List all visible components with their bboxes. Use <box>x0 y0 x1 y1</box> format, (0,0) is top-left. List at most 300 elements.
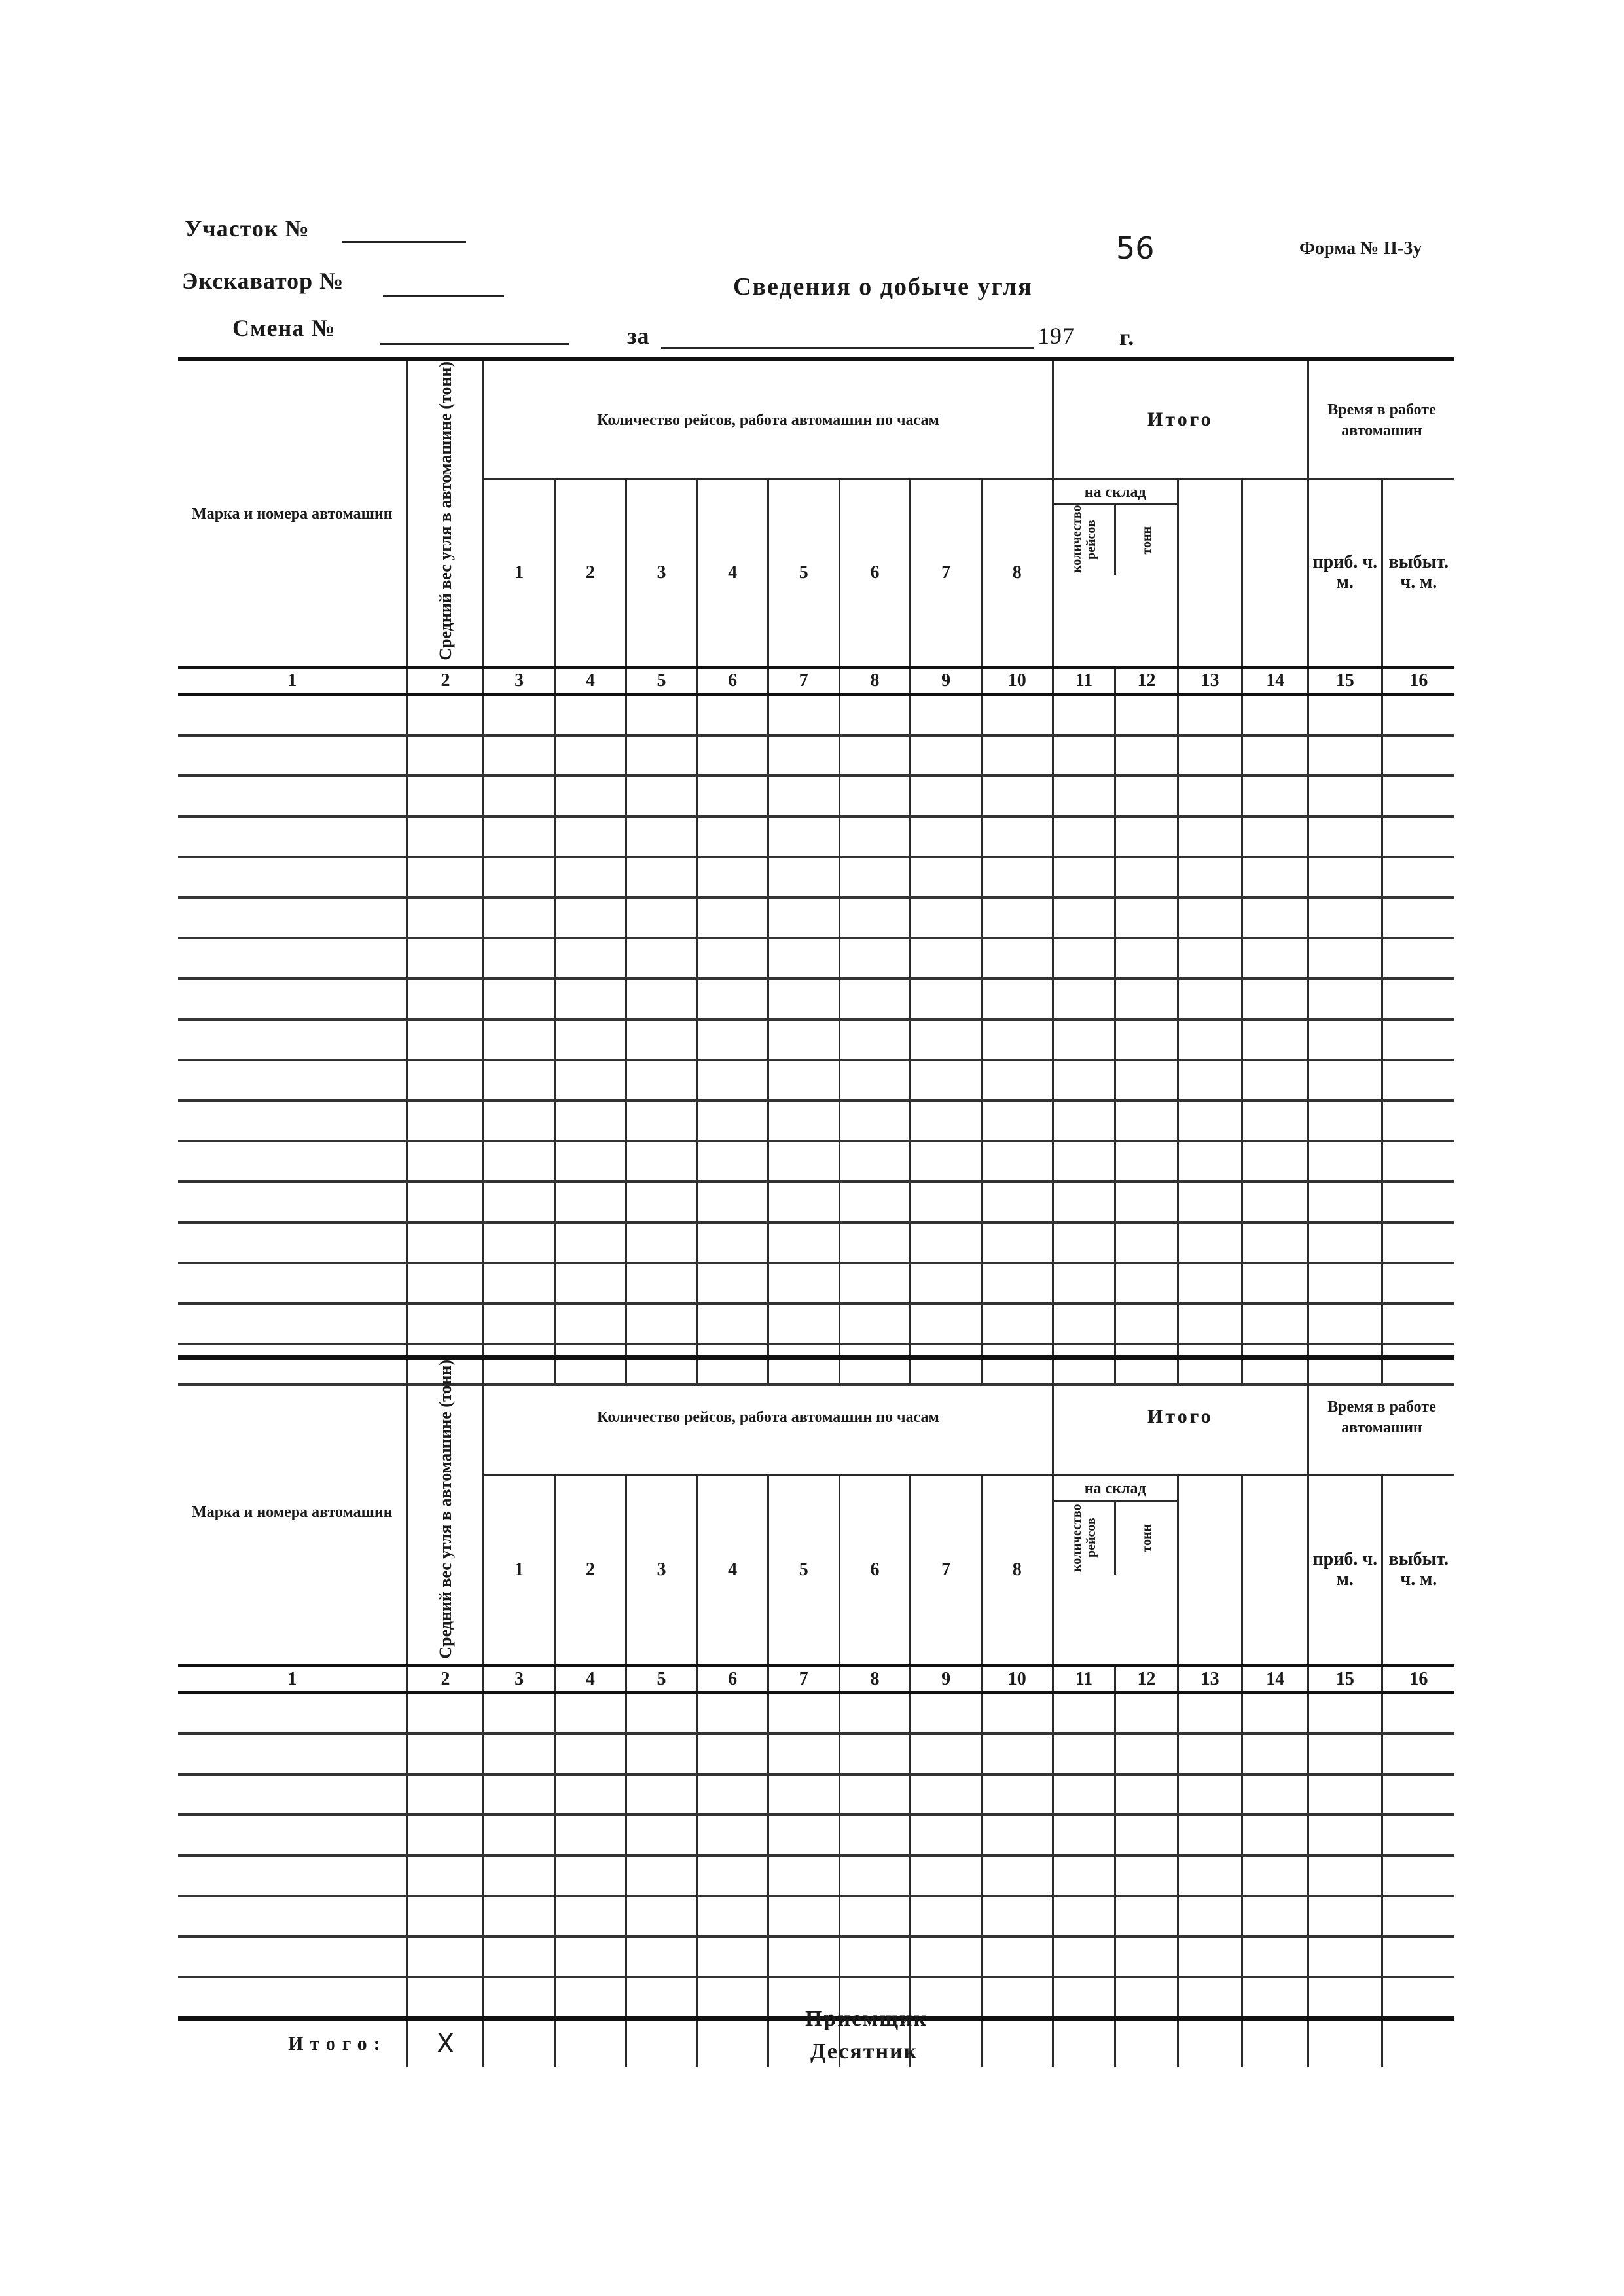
table-cell[interactable] <box>697 694 768 735</box>
table-cell[interactable] <box>1382 1101 1454 1141</box>
table-cell[interactable] <box>1242 1734 1308 1774</box>
table-cell[interactable] <box>1308 1774 1382 1815</box>
table-cell[interactable] <box>1178 1182 1242 1222</box>
table-cell[interactable] <box>1382 979 1454 1019</box>
table-cell[interactable] <box>407 1182 484 1222</box>
table-cell[interactable] <box>1382 1263 1454 1303</box>
table-cell[interactable] <box>1053 1263 1115 1303</box>
table-cell[interactable] <box>1242 816 1308 857</box>
shift-field[interactable] <box>380 343 569 345</box>
table-cell[interactable] <box>178 1855 407 1896</box>
table-cell[interactable] <box>178 1182 407 1222</box>
table-cell[interactable] <box>1178 979 1242 1019</box>
table-cell[interactable] <box>1308 1182 1382 1222</box>
table-cell[interactable] <box>1242 1855 1308 1896</box>
table-cell[interactable] <box>178 1692 407 1734</box>
table-cell[interactable] <box>1053 816 1115 857</box>
table-cell[interactable] <box>407 1815 484 1855</box>
table-cell[interactable] <box>484 857 555 898</box>
table-cell[interactable] <box>626 1101 697 1141</box>
table-cell[interactable] <box>1115 1182 1178 1222</box>
table-cell[interactable] <box>178 857 407 898</box>
table-cell[interactable] <box>555 979 626 1019</box>
table-cell[interactable] <box>555 1141 626 1182</box>
table-cell[interactable] <box>1178 1141 1242 1182</box>
table-cell[interactable] <box>407 1692 484 1734</box>
table-cell[interactable] <box>911 857 982 898</box>
table-cell[interactable] <box>555 857 626 898</box>
table-cell[interactable] <box>1382 898 1454 938</box>
table-cell[interactable] <box>1242 735 1308 776</box>
table-cell[interactable] <box>768 1896 839 1937</box>
table-cell[interactable] <box>626 816 697 857</box>
table-cell[interactable] <box>697 1977 768 2019</box>
table-cell[interactable] <box>911 735 982 776</box>
table-cell[interactable] <box>178 1937 407 1977</box>
table-cell[interactable] <box>768 979 839 1019</box>
table-cell[interactable] <box>1382 1222 1454 1263</box>
table-cell[interactable] <box>697 1815 768 1855</box>
table-cell[interactable] <box>1115 1734 1178 1774</box>
table-cell[interactable] <box>768 898 839 938</box>
table-cell[interactable] <box>407 1222 484 1263</box>
table-cell[interactable] <box>626 1019 697 1060</box>
table-cell[interactable] <box>555 816 626 857</box>
table-cell[interactable] <box>697 1101 768 1141</box>
table-cell[interactable] <box>697 1896 768 1937</box>
table-cell[interactable] <box>626 857 697 898</box>
table-cell[interactable] <box>1308 1141 1382 1182</box>
table-cell[interactable] <box>697 1692 768 1734</box>
table-cell[interactable] <box>839 857 911 898</box>
table-cell[interactable] <box>1115 1060 1178 1101</box>
table-cell[interactable] <box>484 1182 555 1222</box>
table-cell[interactable] <box>1242 938 1308 979</box>
table-cell[interactable] <box>768 694 839 735</box>
table-cell[interactable] <box>768 1222 839 1263</box>
table-cell[interactable] <box>1115 1263 1178 1303</box>
table-cell[interactable] <box>484 898 555 938</box>
table-cell[interactable] <box>1053 1855 1115 1896</box>
table-cell[interactable] <box>178 1977 407 2019</box>
table-cell[interactable] <box>1308 1692 1382 1734</box>
table-cell[interactable] <box>1115 979 1178 1019</box>
table-cell[interactable] <box>697 1734 768 1774</box>
table-cell[interactable] <box>1382 1692 1454 1734</box>
table-cell[interactable] <box>1053 898 1115 938</box>
table-cell[interactable] <box>626 735 697 776</box>
table-cell[interactable] <box>484 1060 555 1101</box>
table-cell[interactable] <box>1382 1060 1454 1101</box>
table-cell[interactable] <box>626 898 697 938</box>
table-cell[interactable] <box>407 1855 484 1896</box>
table-cell[interactable] <box>555 1734 626 1774</box>
table-cell[interactable] <box>768 816 839 857</box>
table-cell[interactable] <box>697 776 768 816</box>
table-cell[interactable] <box>768 1019 839 1060</box>
table-cell[interactable] <box>981 1263 1053 1303</box>
table-cell[interactable] <box>626 1937 697 1977</box>
table-cell[interactable] <box>1382 938 1454 979</box>
table-cell[interactable] <box>1308 1734 1382 1774</box>
table-cell[interactable] <box>1382 1019 1454 1060</box>
table-cell[interactable] <box>981 1855 1053 1896</box>
table-cell[interactable] <box>178 816 407 857</box>
table-cell[interactable] <box>981 816 1053 857</box>
table-cell[interactable] <box>626 776 697 816</box>
table-cell[interactable] <box>626 1303 697 1344</box>
table-cell[interactable] <box>911 1303 982 1344</box>
table-cell[interactable] <box>1115 694 1178 735</box>
table-cell[interactable] <box>768 857 839 898</box>
table-cell[interactable] <box>484 735 555 776</box>
table-cell[interactable] <box>1178 776 1242 816</box>
table-cell[interactable] <box>1178 1303 1242 1344</box>
table-cell[interactable] <box>1382 1977 1454 2019</box>
table-cell[interactable] <box>768 1303 839 1344</box>
section-field[interactable] <box>342 241 466 243</box>
table-cell[interactable] <box>555 1855 626 1896</box>
table-cell[interactable] <box>407 1019 484 1060</box>
table-cell[interactable] <box>1178 1101 1242 1141</box>
table-cell[interactable] <box>1178 898 1242 938</box>
table-cell[interactable] <box>407 1977 484 2019</box>
table-cell[interactable] <box>484 1263 555 1303</box>
table-cell[interactable] <box>839 816 911 857</box>
table-cell[interactable] <box>1053 1896 1115 1937</box>
table-cell[interactable] <box>697 1774 768 1815</box>
table-cell[interactable] <box>484 1815 555 1855</box>
table-cell[interactable] <box>1382 1734 1454 1774</box>
table-cell[interactable] <box>626 979 697 1019</box>
table-cell[interactable] <box>911 816 982 857</box>
table-cell[interactable] <box>1115 1896 1178 1937</box>
table-cell[interactable] <box>839 1303 911 1344</box>
table-cell[interactable] <box>911 1182 982 1222</box>
table-cell[interactable] <box>555 1303 626 1344</box>
table-cell[interactable] <box>1115 1937 1178 1977</box>
table-cell[interactable] <box>981 1692 1053 1734</box>
table-cell[interactable] <box>981 776 1053 816</box>
table-cell[interactable] <box>407 816 484 857</box>
table-cell[interactable] <box>768 1692 839 1734</box>
table-cell[interactable] <box>981 979 1053 1019</box>
table-cell[interactable] <box>555 938 626 979</box>
table-cell[interactable] <box>911 1855 982 1896</box>
table-cell[interactable] <box>911 898 982 938</box>
table-cell[interactable] <box>178 1060 407 1101</box>
table-cell[interactable] <box>626 1182 697 1222</box>
table-cell[interactable] <box>407 938 484 979</box>
table-cell[interactable] <box>626 938 697 979</box>
table-cell[interactable] <box>911 1141 982 1182</box>
table-cell[interactable] <box>1178 938 1242 979</box>
table-cell[interactable] <box>768 1815 839 1855</box>
table-cell[interactable] <box>768 1855 839 1896</box>
total-cell[interactable] <box>484 2018 555 2067</box>
table-cell[interactable] <box>1178 735 1242 776</box>
table-cell[interactable] <box>1178 1937 1242 1977</box>
table-cell[interactable] <box>1115 1141 1178 1182</box>
table-cell[interactable] <box>697 979 768 1019</box>
table-cell[interactable] <box>1053 979 1115 1019</box>
table-cell[interactable] <box>1242 1263 1308 1303</box>
table-cell[interactable] <box>1053 1977 1115 2019</box>
table-cell[interactable] <box>1115 735 1178 776</box>
table-cell[interactable] <box>484 1101 555 1141</box>
table-cell[interactable] <box>911 938 982 979</box>
table-cell[interactable] <box>839 1692 911 1734</box>
table-cell[interactable] <box>1382 1774 1454 1815</box>
table-cell[interactable] <box>484 1692 555 1734</box>
table-cell[interactable] <box>555 898 626 938</box>
table-cell[interactable] <box>1242 776 1308 816</box>
table-cell[interactable] <box>1178 1263 1242 1303</box>
table-cell[interactable] <box>911 1774 982 1815</box>
table-cell[interactable] <box>1308 1977 1382 2019</box>
table-cell[interactable] <box>1053 1019 1115 1060</box>
table-cell[interactable] <box>1178 1692 1242 1734</box>
table-cell[interactable] <box>1382 1896 1454 1937</box>
table-cell[interactable] <box>911 1896 982 1937</box>
table-cell[interactable] <box>1382 1815 1454 1855</box>
table-cell[interactable] <box>1242 1896 1308 1937</box>
table-cell[interactable] <box>626 1692 697 1734</box>
table-cell[interactable] <box>1053 1182 1115 1222</box>
table-cell[interactable] <box>178 898 407 938</box>
table-cell[interactable] <box>1242 1222 1308 1263</box>
table-cell[interactable] <box>1382 735 1454 776</box>
table-cell[interactable] <box>768 1060 839 1101</box>
table-cell[interactable] <box>1115 1815 1178 1855</box>
table-cell[interactable] <box>839 1896 911 1937</box>
table-cell[interactable] <box>839 1060 911 1101</box>
total-cell[interactable] <box>1308 2018 1382 2067</box>
table-cell[interactable] <box>697 1222 768 1263</box>
table-cell[interactable] <box>407 857 484 898</box>
table-cell[interactable] <box>407 1263 484 1303</box>
table-cell[interactable] <box>178 1774 407 1815</box>
table-cell[interactable] <box>484 1896 555 1937</box>
table-cell[interactable] <box>911 1101 982 1141</box>
table-cell[interactable] <box>768 1141 839 1182</box>
table-cell[interactable] <box>178 1263 407 1303</box>
table-cell[interactable] <box>1178 1019 1242 1060</box>
table-cell[interactable] <box>981 1101 1053 1141</box>
table-cell[interactable] <box>697 1019 768 1060</box>
table-cell[interactable] <box>839 1815 911 1855</box>
table-cell[interactable] <box>1115 898 1178 938</box>
table-cell[interactable] <box>484 1141 555 1182</box>
table-cell[interactable] <box>839 1734 911 1774</box>
table-cell[interactable] <box>981 938 1053 979</box>
table-cell[interactable] <box>697 938 768 979</box>
table-cell[interactable] <box>981 1141 1053 1182</box>
table-cell[interactable] <box>1115 938 1178 979</box>
table-cell[interactable] <box>1242 1019 1308 1060</box>
table-cell[interactable] <box>484 979 555 1019</box>
table-cell[interactable] <box>981 1815 1053 1855</box>
table-cell[interactable] <box>839 1937 911 1977</box>
table-cell[interactable] <box>1308 1855 1382 1896</box>
table-cell[interactable] <box>981 857 1053 898</box>
table-cell[interactable] <box>1053 776 1115 816</box>
table-cell[interactable] <box>407 694 484 735</box>
table-cell[interactable] <box>626 1060 697 1101</box>
table-cell[interactable] <box>626 1141 697 1182</box>
table-cell[interactable] <box>1115 1855 1178 1896</box>
table-cell[interactable] <box>839 735 911 776</box>
table-cell[interactable] <box>555 1019 626 1060</box>
total-cell[interactable] <box>555 2018 626 2067</box>
table-cell[interactable] <box>1382 857 1454 898</box>
table-cell[interactable] <box>484 694 555 735</box>
table-cell[interactable] <box>1053 1937 1115 1977</box>
total-cell[interactable] <box>697 2018 768 2067</box>
table-cell[interactable] <box>1308 1101 1382 1141</box>
table-cell[interactable] <box>1053 1303 1115 1344</box>
table-cell[interactable] <box>839 1141 911 1182</box>
table-cell[interactable] <box>911 776 982 816</box>
table-cell[interactable] <box>697 1937 768 1977</box>
table-cell[interactable] <box>555 1182 626 1222</box>
table-cell[interactable] <box>1178 1815 1242 1855</box>
table-cell[interactable] <box>1053 1692 1115 1734</box>
table-cell[interactable] <box>697 1141 768 1182</box>
table-cell[interactable] <box>981 1774 1053 1815</box>
table-cell[interactable] <box>1178 857 1242 898</box>
table-cell[interactable] <box>981 1896 1053 1937</box>
total-cell[interactable] <box>1115 2018 1178 2067</box>
table-cell[interactable] <box>555 1937 626 1977</box>
table-cell[interactable] <box>911 1815 982 1855</box>
table-cell[interactable] <box>1308 1060 1382 1101</box>
table-cell[interactable] <box>407 979 484 1019</box>
table-cell[interactable] <box>839 898 911 938</box>
table-cell[interactable] <box>555 735 626 776</box>
table-cell[interactable] <box>1242 979 1308 1019</box>
table-cell[interactable] <box>1053 857 1115 898</box>
table-cell[interactable] <box>1242 1815 1308 1855</box>
table-cell[interactable] <box>981 898 1053 938</box>
table-cell[interactable] <box>839 1774 911 1815</box>
table-cell[interactable] <box>1382 694 1454 735</box>
table-cell[interactable] <box>768 735 839 776</box>
table-cell[interactable] <box>555 694 626 735</box>
table-cell[interactable] <box>1178 1896 1242 1937</box>
table-cell[interactable] <box>1242 1937 1308 1977</box>
table-cell[interactable] <box>484 1855 555 1896</box>
table-cell[interactable] <box>1053 1060 1115 1101</box>
table-cell[interactable] <box>1178 1060 1242 1101</box>
total-cell[interactable] <box>1053 2018 1115 2067</box>
table-cell[interactable] <box>407 1303 484 1344</box>
table-cell[interactable] <box>768 776 839 816</box>
table-cell[interactable] <box>1308 694 1382 735</box>
table-cell[interactable] <box>407 1141 484 1182</box>
table-cell[interactable] <box>839 1855 911 1896</box>
table-cell[interactable] <box>407 1774 484 1815</box>
table-cell[interactable] <box>697 857 768 898</box>
table-cell[interactable] <box>911 1734 982 1774</box>
table-cell[interactable] <box>911 1019 982 1060</box>
table-cell[interactable] <box>407 898 484 938</box>
table-cell[interactable] <box>981 1937 1053 1977</box>
table-cell[interactable] <box>1178 816 1242 857</box>
table-cell[interactable] <box>407 735 484 776</box>
table-cell[interactable] <box>626 1896 697 1937</box>
table-cell[interactable] <box>178 1019 407 1060</box>
table-cell[interactable] <box>555 1263 626 1303</box>
table-cell[interactable] <box>555 1692 626 1734</box>
table-cell[interactable] <box>1178 1734 1242 1774</box>
table-cell[interactable] <box>911 1263 982 1303</box>
table-cell[interactable] <box>178 938 407 979</box>
table-cell[interactable] <box>981 1303 1053 1344</box>
table-cell[interactable] <box>555 1977 626 2019</box>
table-cell[interactable] <box>1242 1182 1308 1222</box>
table-cell[interactable] <box>1115 1774 1178 1815</box>
table-cell[interactable] <box>1382 1303 1454 1344</box>
total-cell[interactable] <box>1178 2018 1242 2067</box>
table-cell[interactable] <box>484 938 555 979</box>
table-cell[interactable] <box>626 1774 697 1815</box>
table-cell[interactable] <box>981 735 1053 776</box>
table-cell[interactable] <box>178 1303 407 1344</box>
table-cell[interactable] <box>768 1774 839 1815</box>
table-cell[interactable] <box>407 1734 484 1774</box>
excavator-field[interactable] <box>383 295 504 297</box>
table-cell[interactable] <box>839 938 911 979</box>
table-cell[interactable] <box>484 1977 555 2019</box>
table-cell[interactable] <box>407 1937 484 1977</box>
table-cell[interactable] <box>178 1896 407 1937</box>
total-cell[interactable] <box>626 2018 697 2067</box>
table-cell[interactable] <box>911 1222 982 1263</box>
table-cell[interactable] <box>1242 1101 1308 1141</box>
table-cell[interactable] <box>1115 816 1178 857</box>
table-cell[interactable] <box>178 1815 407 1855</box>
table-cell[interactable] <box>839 1101 911 1141</box>
table-cell[interactable] <box>1242 1141 1308 1182</box>
table-cell[interactable] <box>1242 1977 1308 2019</box>
table-cell[interactable] <box>839 1263 911 1303</box>
table-cell[interactable] <box>1308 979 1382 1019</box>
table-cell[interactable] <box>1242 1692 1308 1734</box>
table-cell[interactable] <box>626 1855 697 1896</box>
table-cell[interactable] <box>697 1303 768 1344</box>
table-cell[interactable] <box>555 1222 626 1263</box>
table-cell[interactable] <box>697 1182 768 1222</box>
table-cell[interactable] <box>1308 1896 1382 1937</box>
table-cell[interactable] <box>484 776 555 816</box>
table-cell[interactable] <box>1242 694 1308 735</box>
table-cell[interactable] <box>697 1263 768 1303</box>
table-cell[interactable] <box>626 1263 697 1303</box>
table-cell[interactable] <box>839 776 911 816</box>
table-cell[interactable] <box>1115 1222 1178 1263</box>
table-cell[interactable] <box>178 1141 407 1182</box>
table-cell[interactable] <box>555 1060 626 1101</box>
table-cell[interactable] <box>1308 735 1382 776</box>
table-cell[interactable] <box>981 1222 1053 1263</box>
table-cell[interactable] <box>1053 938 1115 979</box>
table-cell[interactable] <box>484 1303 555 1344</box>
table-cell[interactable] <box>178 694 407 735</box>
date-field[interactable] <box>661 347 1034 349</box>
table-cell[interactable] <box>1053 735 1115 776</box>
table-cell[interactable] <box>911 1692 982 1734</box>
